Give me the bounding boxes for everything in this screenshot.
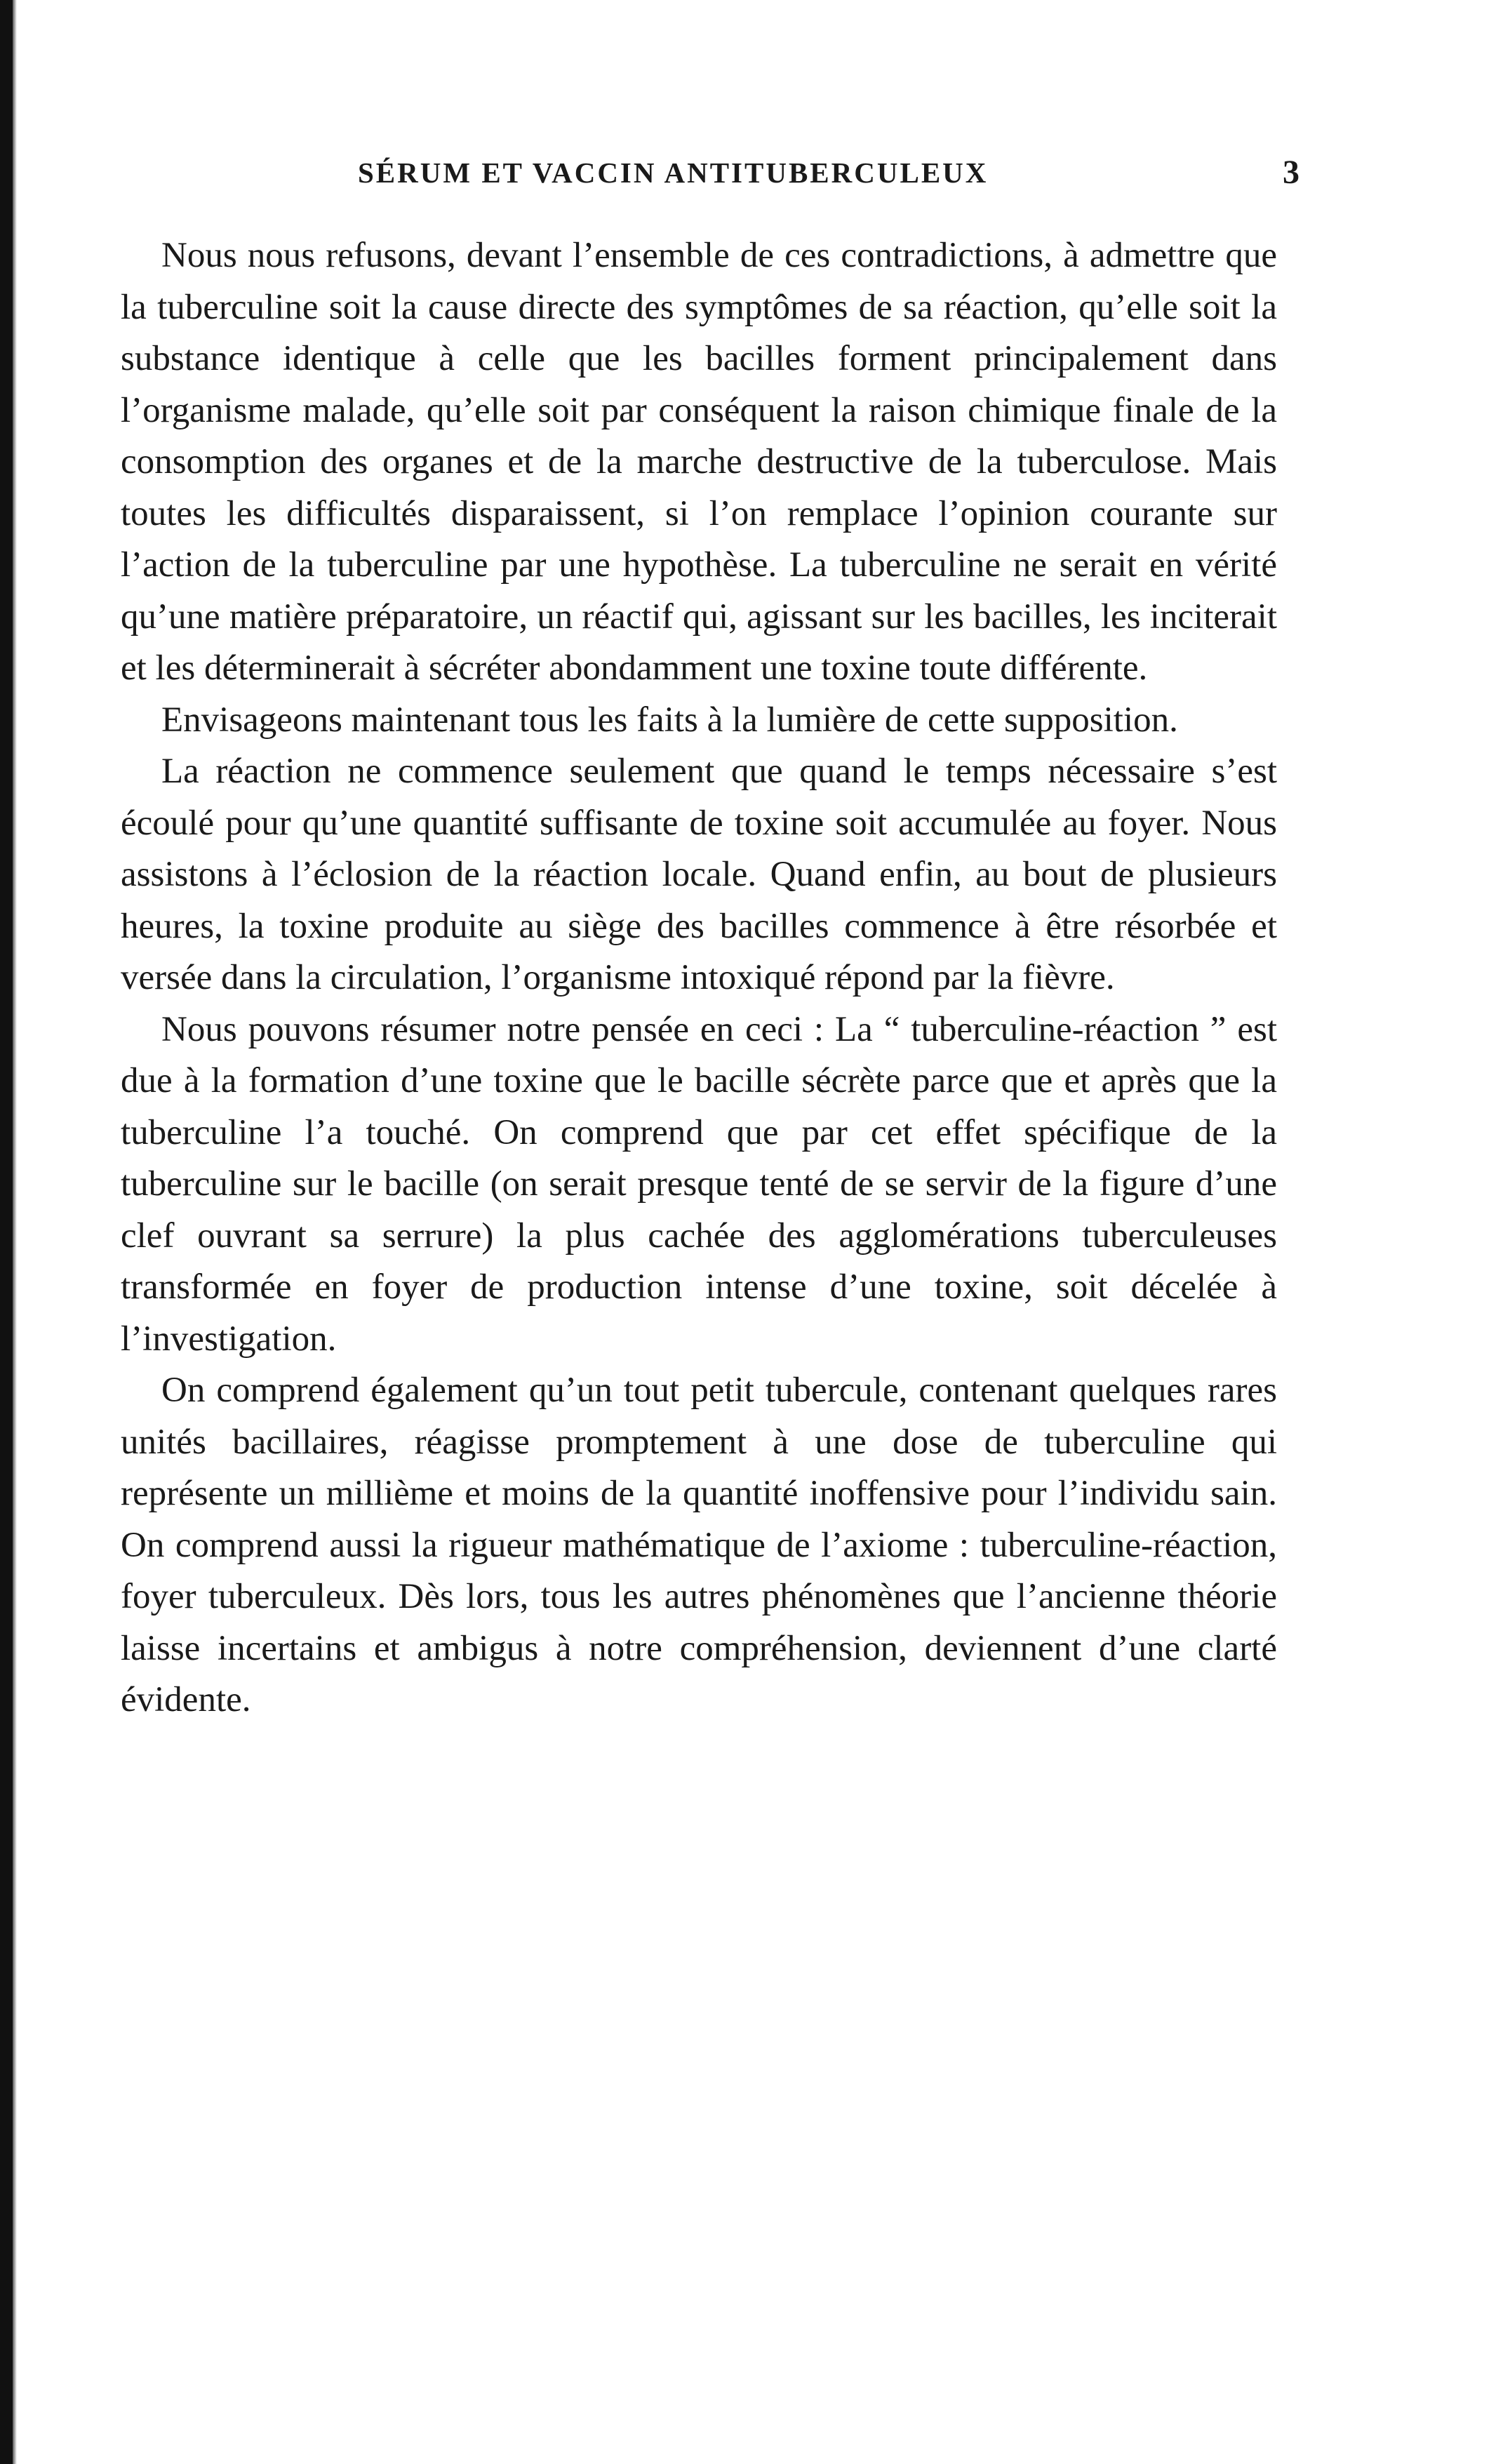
- paragraph-1: Nous nous refusons, devant l’ensemble de ces contradictions, à admettre que la tuberculine soit la cause directe des symptômes de sa réaction, qu’elle soit la substance identique à celle que les bacilles forment principalement dans l’organisme malade, qu’elle soit par conséquent la raison chimique finale de la consomption des organes et de la marche destructive de la tuberculose. Mais toutes les difficultés disparaissent, si l’on remplace l’opinion courante sur l’action de la tuberculine par une hypothèse. La tuberculine ne serait en vérité qu’une matière préparatoire, un réactif qui, agissant sur les bacilles, les inciterait et les déterminerait à sécréter abondamment une toxine toute différente.: [121, 236, 1277, 688]
- page-number: 3: [1283, 154, 1299, 191]
- running-title: SÉRUM ET VACCIN ANTITUBERCULEUX: [358, 157, 989, 189]
- paragraph-3: La réaction ne commence seulement que quand le temps nécessaire s’est écoulé pour qu’une quantité suffisante de toxine soit accumulée au foyer. Nous assistons à l’éclosion de la réaction locale. Quand enfin, au bout de plusieurs heures, la toxine produite au siège des bacilles commence à être résorbée et versée dans la circulation, l’organisme intoxiqué répond par la fièvre.: [121, 752, 1277, 997]
- page-header: [121, 156, 1299, 198]
- page-binding-shadow: [13, 0, 17, 2464]
- body-text: [121, 230, 1277, 1726]
- page-binding-edge: [0, 0, 13, 2464]
- paragraph-4: Nous pouvons résumer notre pensée en ceci : La “ tuberculine-réaction ” est due à la formation d’une toxine que le bacille sécrète parce que et après que la tuberculine l’a touché. On comprend que par cet effet spécifique de la tuberculine sur le bacille (on serait presque tenté de se servir de la figure d’une clef ouvrant sa serrure) la plus cachée des agglomérations tuberculeuses transformée en foyer de production intense d’une toxine, soit décelée à l’investigation.: [121, 1009, 1277, 1359]
- paragraph-2: Envisageons maintenant tous les faits à la lumière de cette supposition.: [161, 700, 1178, 740]
- paragraph-5: On comprend également qu’un tout petit tubercule, contenant quelques rares unités bacillaires, réagisse promptement à une dose de tuberculine qui représente un millième et moins de la quantité inoffensive pour l’individu sain. On comprend aussi la rigueur mathématique de l’axiome : tuberculine-réaction, foyer tuberculeux. Dès lors, tous les autres phénomènes que l’ancienne théorie laisse incertains et ambigus à notre compréhension, deviennent d’une clarté évidente.: [121, 1371, 1277, 1719]
